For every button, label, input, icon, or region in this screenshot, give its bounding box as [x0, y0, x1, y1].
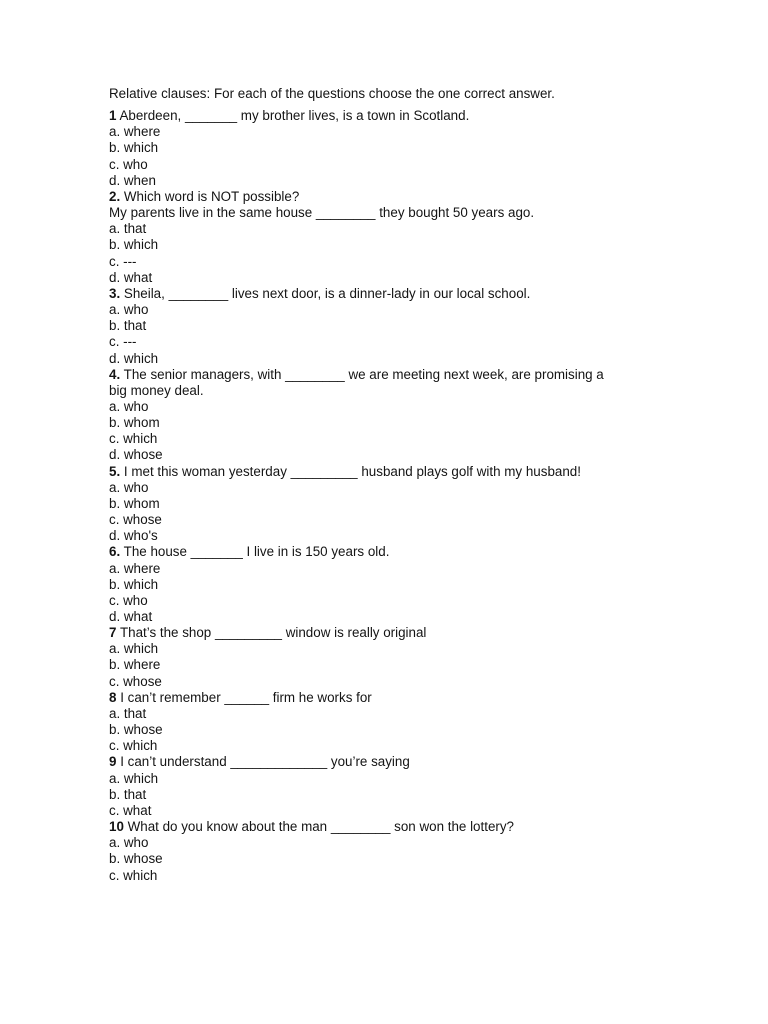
question-number: 7 — [109, 625, 117, 641]
answer-option: b. that — [109, 786, 147, 802]
question-line: Sheila, ________ lives next door, is a dinner-lady in our local school. — [123, 285, 531, 301]
question-line: What do you know about the man ________ son won the lottery? — [127, 819, 514, 835]
answer-option: a. who — [109, 835, 149, 851]
answer-option: b. where — [109, 657, 161, 673]
question-line: I can’t remember ______ firm he works for — [120, 689, 372, 705]
question-line: I met this woman yesterday _________ husband plays golf with my husband! — [123, 463, 581, 479]
question-block — [109, 625, 669, 690]
answer-option: b. whose — [109, 722, 163, 738]
question-line: The house _______ I live in is 150 years old. — [123, 544, 390, 560]
answer-option: a. which — [109, 770, 159, 786]
question-text — [109, 690, 669, 706]
question-block — [109, 286, 669, 367]
question-block — [109, 690, 669, 755]
answer-option: b. which — [109, 237, 159, 253]
answer-option: d. whose — [109, 447, 163, 463]
answer-option: a. that — [109, 221, 147, 237]
question-line: My parents live in the same house ________ they bought 50 years ago. — [109, 205, 535, 221]
answer-option: b. whom — [109, 415, 160, 431]
question-block — [109, 367, 669, 464]
question-text — [109, 108, 669, 124]
answer-option: c. --- — [109, 253, 137, 269]
question-text — [109, 367, 669, 383]
answer-option: a. where — [109, 124, 161, 140]
answer-option: d. what — [109, 269, 153, 285]
answer-option: c. what — [109, 802, 152, 818]
question-number: 9 — [109, 754, 117, 770]
question-block — [109, 464, 669, 545]
answer-option: b. which — [109, 576, 159, 592]
answer-option: b. whom — [109, 495, 160, 511]
answer-option: c. --- — [109, 334, 137, 350]
question-block — [109, 544, 669, 625]
question-text — [109, 754, 669, 770]
question-block — [109, 754, 669, 819]
answer-option: d. which — [109, 350, 159, 366]
question-number: 10 — [109, 819, 124, 835]
answer-option: c. which — [109, 738, 158, 754]
question-line: big money deal. — [109, 382, 204, 398]
question-block — [109, 108, 669, 189]
question-line: I can’t understand _____________ you’re saying — [120, 754, 410, 770]
answer-option: c. who — [109, 156, 148, 172]
question-line: That’s the shop _________ window is really original — [119, 625, 427, 641]
answer-option: a. where — [109, 560, 161, 576]
answer-option: d. when — [109, 172, 156, 188]
question-number: 2. — [109, 188, 121, 204]
answer-option: c. whose — [109, 512, 162, 528]
question-block — [109, 819, 669, 884]
question-line: The senior managers, with ________ we are meeting next week, are promising a — [123, 366, 604, 382]
page-title: Relative clauses: For each of the questions choose the one correct answer. — [109, 86, 555, 101]
answer-option: b. which — [109, 140, 159, 156]
question-text — [109, 464, 669, 480]
question-text — [109, 544, 669, 560]
question-number: 8 — [109, 689, 117, 705]
question-list — [109, 108, 669, 884]
question-text — [109, 625, 669, 641]
answer-option: d. what — [109, 609, 153, 624]
answer-option: a. that — [109, 705, 147, 721]
answer-option: c. who — [109, 592, 148, 608]
answer-option: b. that — [109, 318, 147, 334]
quiz-content — [109, 86, 669, 884]
answer-option: c. whose — [109, 673, 162, 689]
answer-option: a. who — [109, 302, 149, 318]
question-number: 4. — [109, 366, 121, 382]
answer-option: a. who — [109, 398, 149, 414]
question-text — [109, 819, 669, 835]
question-number: 3. — [109, 285, 121, 301]
question-line: Aberdeen, _______ my brother lives, is a town in Scotland. — [119, 108, 470, 124]
question-line: Which word is NOT possible? — [123, 188, 300, 204]
answer-option: c. which — [109, 867, 158, 883]
answer-option: d. who's — [109, 528, 158, 544]
answer-option: a. which — [109, 641, 159, 657]
answer-option: a. who — [109, 479, 149, 495]
question-text — [109, 286, 669, 302]
question-number: 1 — [109, 108, 117, 124]
question-text-continued — [109, 383, 669, 399]
question-number: 6. — [109, 544, 121, 560]
question-number: 5. — [109, 463, 121, 479]
question-text — [109, 189, 669, 205]
question-block — [109, 189, 669, 286]
question-text-continued — [109, 205, 669, 221]
answer-option: c. which — [109, 431, 158, 447]
answer-option: b. whose — [109, 851, 163, 867]
